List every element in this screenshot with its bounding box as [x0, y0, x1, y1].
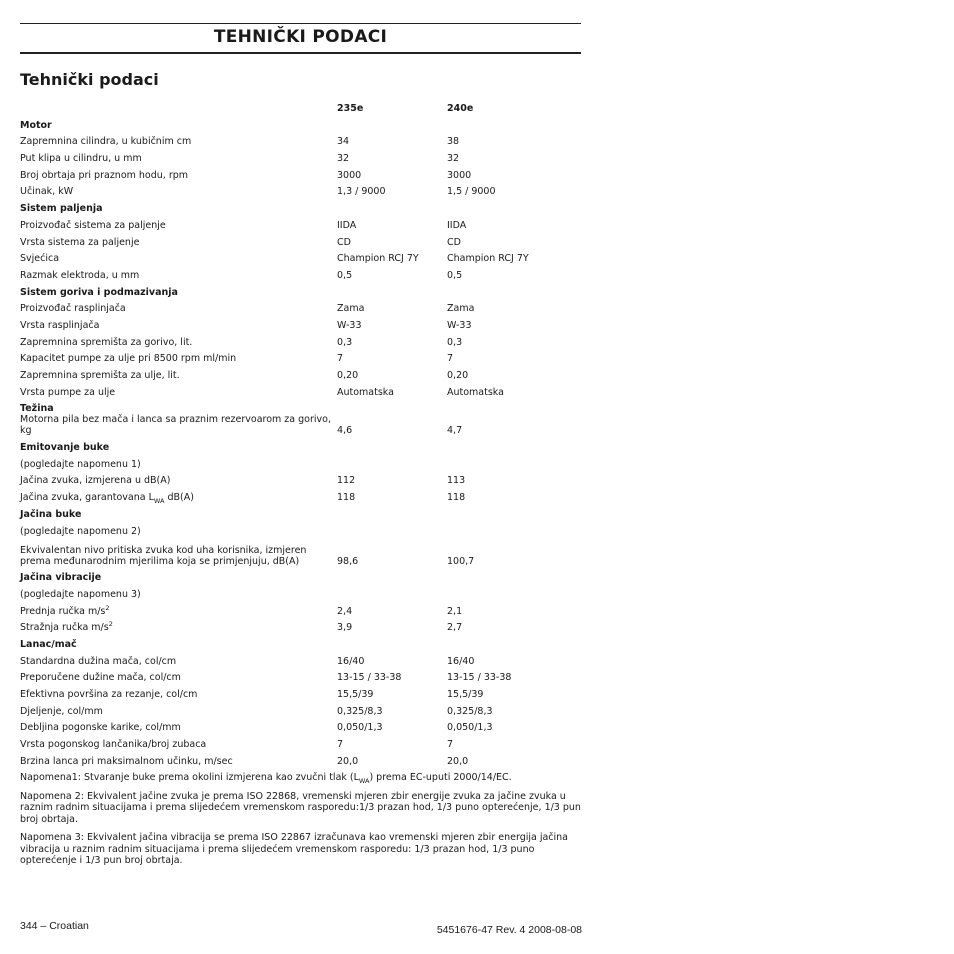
spec-value-235e: 7 [337, 739, 344, 751]
group-heading-empty-235e [337, 436, 447, 453]
spec-label: Učinak, kW [20, 186, 74, 198]
spec-row [20, 520, 581, 537]
spec-value-235e: 3,9 [337, 622, 353, 634]
spec-label: Standardna dužina mača, col/cm [20, 655, 177, 667]
spec-label-text: Stražnja ručka m/s [20, 622, 109, 634]
spec-row [20, 717, 581, 734]
spec-row [20, 617, 581, 634]
note-1-text-pre: Napomena1: Stvaranje buke prema okolini izmjerena kao zvučni tlak (L [20, 772, 359, 783]
spec-label [20, 486, 337, 506]
spec-value-235e: 20,0 [337, 755, 359, 767]
spec-value-240e: 38 [447, 136, 460, 148]
spec-value-240e: IIDA [447, 219, 467, 231]
spec-label [20, 617, 337, 634]
spec-row [20, 583, 581, 600]
column-header-240e: 240e [447, 103, 474, 114]
spec-value-235e: 0,3 [337, 336, 353, 348]
spec-label: Jačina zvuka, izmjerena u dB(A) [20, 475, 171, 487]
spec-value-235e: Automatska [337, 386, 394, 398]
spec-value-240e: 13-15 / 33-38 [447, 672, 512, 684]
spec-value-240e: 2,1 [447, 605, 463, 617]
spec-label: Debljina pogonske karike, col/mm [20, 722, 181, 734]
spec-label: Preporučene dužine mača, col/cm [20, 672, 181, 684]
spec-value-235e: 98,6 [337, 555, 359, 567]
table-header-row [20, 98, 581, 114]
spec-label: Proizvođač sistema za paljenje [20, 219, 166, 231]
group-heading-empty-240e [447, 114, 581, 131]
notes-block [20, 772, 585, 874]
spec-table [20, 98, 581, 767]
spec-value-235e: 7 [337, 353, 344, 365]
spec-label: Proizvođač rasplinjača [20, 303, 126, 315]
spec-value-240e: 100,7 [447, 555, 475, 567]
spec-value-240e: 0,20 [447, 370, 469, 381]
spec-label: Razmak elektroda, u mm [20, 269, 140, 281]
note-1-subscript: WA [358, 776, 370, 785]
group-heading-empty-235e [337, 114, 447, 131]
spec-label-text: Prednja ručka m/s [20, 605, 106, 617]
group-heading-empty-240e [447, 503, 581, 520]
group-heading-label: Težina [20, 403, 54, 415]
spec-value-240e: 20,0 [447, 755, 469, 767]
group-heading-empty-240e [447, 633, 581, 650]
group-heading-empty-240e [447, 197, 581, 214]
spec-label-superscript: 2 [108, 620, 113, 629]
spec-label: Brzina lanca pri maksimalnom učinku, m/sec [20, 755, 233, 767]
spec-value-240e [447, 453, 581, 470]
spec-label: Broj obrtaja pri praznom hodu, rpm [20, 169, 189, 181]
spec-group-heading [20, 567, 581, 584]
spec-label: (pogledajte napomenu 3) [20, 588, 141, 600]
spec-value-235e: IIDA [337, 219, 357, 231]
spec-label: Vrsta pumpe za ulje [20, 386, 116, 398]
spec-label-subscript: WA [153, 497, 165, 506]
spec-row [20, 453, 581, 470]
spec-group-heading [20, 633, 581, 650]
spec-value-235e: 13-15 / 33-38 [337, 672, 402, 684]
spec-value-240e: 15,5/39 [447, 689, 484, 700]
spec-group-heading [20, 197, 581, 214]
spec-value-240e: 0,3 [447, 336, 463, 348]
spec-row [20, 164, 581, 181]
spec-label: Ekvivalentan nivo pritiska zvuka kod uha korisnika, izmjeren prema međunarodnim mjerilima koja se primjenjuju, dB(A) [20, 544, 307, 567]
group-heading-empty-240e [447, 436, 581, 453]
spec-value-235e: 0,20 [337, 370, 359, 381]
note-2: Napomena 2: Ekvivalent jačine zvuka je prema ISO 22868, vremenski mjeren zbir energije zvuka za jačine zvuka u raznim radnim situacijama i prema slijedećem vremenskom rasporedu:1/3 prazan hod, 1/3 puno opterećenje, 1/3 pun broj obrtaja. [20, 790, 581, 825]
spec-label: Djeljenje, col/mm [20, 705, 103, 717]
spec-value-235e: 0,050/1,3 [337, 722, 383, 734]
spec-value-240e: CD [447, 236, 461, 248]
spec-value-235e [337, 520, 447, 537]
spec-label: Efektivna površina za rezanje, col/cm [20, 689, 198, 700]
spec-label: Kapacitet pumpe za ulje pri 8500 rpm ml/min [20, 353, 237, 365]
spec-value-235e: 32 [337, 153, 350, 165]
group-heading-empty-240e [447, 281, 581, 298]
spec-label: (pogledajte napomenu 2) [20, 525, 141, 537]
spec-value-235e: 1,3 / 9000 [337, 186, 386, 198]
spec-label: Vrsta pogonskog lančanika/broj zubaca [20, 739, 207, 751]
spec-value-240e: 2,7 [447, 622, 463, 634]
spec-label: Zapremnina cilindra, u kubičnim cm [20, 136, 192, 148]
spec-value-235e: 34 [337, 136, 350, 148]
spec-row [20, 750, 581, 767]
group-heading-empty-235e [337, 398, 447, 415]
spec-value-235e: 0,325/8,3 [337, 705, 383, 717]
spec-group-heading [20, 281, 581, 298]
spec-row [20, 364, 581, 381]
spec-label: (pogledajte napomenu 1) [20, 458, 141, 470]
spec-row [20, 264, 581, 281]
spec-value-240e [447, 583, 581, 600]
note-3: Napomena 3: Ekvivalent jačina vibracija se prema ISO 22867 izračunava kao vremenski mjeren zbir energija jačina vibracija u raznim radnim situacijama i prema slijedećem vremenskom rasporedu: 1/3 prazan hod, 1/3 puno opterećenje i 1/3 pun broj obrtaja. [20, 832, 569, 866]
spec-group-heading [20, 398, 581, 415]
group-heading-empty-235e [337, 197, 447, 214]
spec-value-235e: 2,4 [337, 605, 353, 617]
group-heading-empty-235e [337, 281, 447, 298]
header-rule-bottom [20, 52, 581, 54]
spec-value-240e: Champion RCJ 7Y [447, 253, 529, 265]
spec-row [20, 600, 581, 617]
spec-value-235e: Champion RCJ 7Y [337, 253, 419, 265]
spec-value-240e: 32 [447, 153, 460, 165]
spec-row [20, 537, 581, 567]
spec-label-superscript: 2 [105, 603, 110, 612]
spec-value-235e: 15,5/39 [337, 689, 374, 700]
spec-value-240e: 0,325/8,3 [447, 705, 493, 717]
spec-value-240e: 7 [447, 353, 454, 365]
spec-row [20, 147, 581, 164]
spec-row [20, 683, 581, 700]
group-heading-label: Lanac/mač [20, 638, 77, 650]
column-header-235e: 235e [337, 103, 364, 114]
group-heading-label: Motor [20, 119, 52, 131]
spec-row [20, 131, 581, 148]
spec-value-240e: 16/40 [447, 655, 475, 667]
spec-value-235e: CD [337, 236, 351, 248]
spec-group-heading [20, 503, 581, 520]
spec-row [20, 331, 581, 348]
spec-group-heading [20, 436, 581, 453]
spec-row [20, 231, 581, 248]
spec-value-240e: 118 [447, 492, 466, 504]
spec-value-235e: 112 [337, 475, 356, 487]
group-heading-label: Sistem paljenja [20, 203, 103, 215]
spec-row [20, 486, 581, 503]
spec-row [20, 700, 581, 717]
spec-value-235e: 0,5 [337, 269, 353, 281]
spec-label: Zapremnina spremišta za gorivo, lit. [20, 336, 193, 348]
group-heading-label: Sistem goriva i podmazivanja [20, 286, 178, 298]
spec-label: Put klipa u cilindru, u mm [20, 153, 142, 165]
spec-row [20, 181, 581, 198]
spec-value-240e: 7 [447, 739, 454, 751]
spec-row [20, 298, 581, 315]
spec-row [20, 733, 581, 750]
spec-value-240e: 1,5 / 9000 [447, 186, 496, 198]
spec-label [20, 600, 337, 617]
spec-row [20, 314, 581, 331]
spec-row [20, 248, 581, 265]
spec-group-heading [20, 114, 581, 131]
spec-label: Motorna pila bez mača i lanca sa praznim rezervoarom za gorivo, kg [20, 414, 331, 437]
spec-label-unit: dB(A) [164, 492, 194, 504]
footer-page-number: 344 – Croatian [20, 920, 89, 932]
spec-label: Svjećica [20, 253, 60, 265]
spec-label: Zapremnina spremišta za ulje, lit. [20, 370, 180, 381]
header-rule-top [20, 23, 581, 24]
header-label-cell [20, 98, 337, 114]
spec-value-240e: 113 [447, 475, 466, 487]
spec-value-240e [447, 520, 581, 537]
group-heading-label: Emitovanje buke [20, 442, 110, 454]
spec-row [20, 650, 581, 667]
group-heading-empty-235e [337, 567, 447, 584]
spec-row [20, 667, 581, 684]
spec-value-240e: Automatska [447, 386, 504, 398]
note-1-text-post: ) prema EC-uputi 2000/14/EC. [369, 772, 512, 783]
note-1 [20, 772, 585, 784]
spec-row [20, 214, 581, 231]
page-header-title: TEHNIČKI PODACI [213, 27, 388, 47]
spec-value-240e: 0,5 [447, 269, 463, 281]
spec-value-240e: 0,050/1,3 [447, 722, 493, 734]
spec-value-235e: 4,6 [337, 425, 353, 437]
footer-doc-reference: 5451676-47 Rev. 4 2008-08-08 [436, 924, 582, 936]
spec-label-text: Jačina zvuka, garantovana L [20, 492, 154, 504]
group-heading-empty-240e [447, 567, 581, 584]
group-heading-label: Jačina buke [20, 508, 82, 520]
spec-row [20, 414, 581, 436]
spec-value-240e: W-33 [447, 319, 472, 331]
spec-label: Vrsta sistema za paljenje [20, 236, 140, 248]
group-heading-empty-235e [337, 633, 447, 650]
spec-value-240e: 4,7 [447, 425, 463, 437]
spec-row [20, 381, 581, 398]
spec-label: Vrsta rasplinjača [20, 319, 100, 331]
spec-value-235e [337, 583, 447, 600]
spec-value-235e: Zama [337, 303, 365, 315]
spec-row [20, 470, 581, 487]
section-title: Tehnički podaci [20, 70, 159, 89]
spec-value-235e: 118 [337, 492, 356, 504]
group-heading-label: Jačina vibracije [20, 572, 102, 584]
group-heading-empty-240e [447, 398, 581, 415]
spec-value-235e [337, 453, 447, 470]
spec-value-240e: Zama [447, 303, 475, 315]
group-heading-empty-235e [337, 503, 447, 520]
spec-value-235e: 16/40 [337, 655, 365, 667]
spec-row [20, 348, 581, 365]
spec-value-235e: W-33 [337, 319, 362, 331]
spec-value-240e: 3000 [447, 169, 472, 181]
spec-value-235e: 3000 [337, 169, 362, 181]
